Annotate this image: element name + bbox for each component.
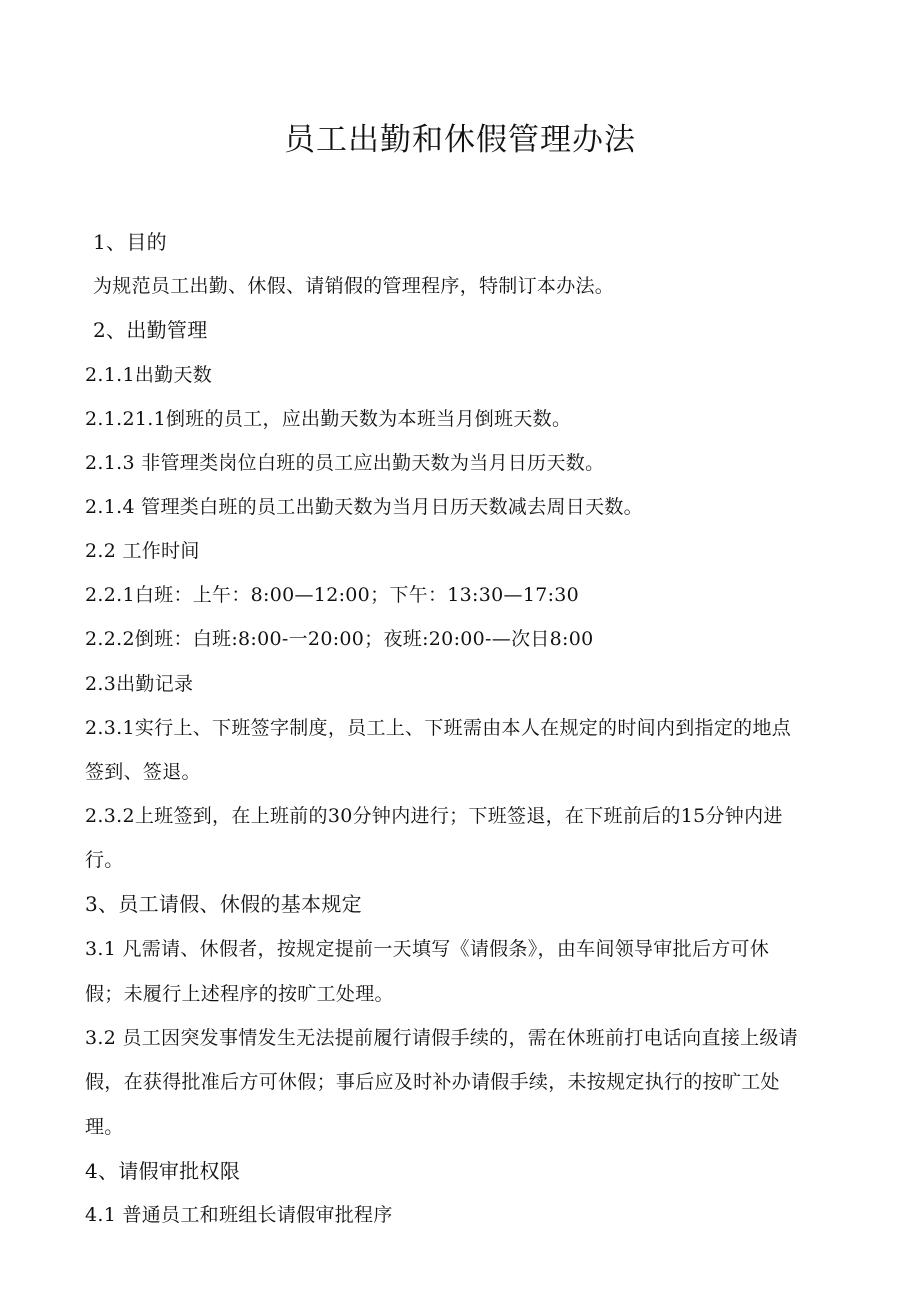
paragraph-2-1-1: 2.1.1出勤天数: [85, 364, 213, 386]
section-heading-3: 3、员工请假、休假的基本规定: [85, 892, 362, 916]
paragraph-2-3-2-line2: 行。: [85, 849, 124, 871]
paragraph-2-1-4: 2.1.4 管理类白班的员工出勤天数为当月日历天数减去周日天数。: [85, 496, 643, 518]
section-heading-1: 1、目的: [93, 230, 167, 254]
paragraph-4-1: 4.1 普通员工和班组长请假审批程序: [85, 1204, 393, 1226]
paragraph-2-3-2-line1: 2.3.2上班签到，在上班前的30分钟内进行；下班签退，在下班前后的15分钟内进: [85, 805, 783, 827]
section-heading-4: 4、请假审批权限: [85, 1159, 241, 1183]
paragraph-purpose: 为规范员工出勤、休假、请销假的管理程序，特制订本办法。: [93, 275, 615, 297]
paragraph-2-2-2: 2.2.2倒班：白班:8:00-一20:00；夜班:20:00-—次日8:00: [85, 628, 594, 650]
paragraph-3-2-line2: 假，在获得批准后方可休假；事后应及时补办请假手续，未按规定执行的按旷工处: [85, 1071, 780, 1093]
paragraph-3-1-line1: 3.1 凡需请、休假者，按规定提前一天填写《请假条》，由车间领导审批后方可休: [85, 938, 770, 960]
paragraph-2-3-1-line2: 签到、签退。: [85, 761, 201, 783]
paragraph-3-1-line2: 假；未履行上述程序的按旷工处理。: [85, 983, 394, 1005]
paragraph-2-1-3: 2.1.3 非管理类岗位白班的员工应出勤天数为当月日历天数。: [85, 452, 605, 474]
paragraph-2-2: 2.2 工作时间: [85, 540, 200, 562]
paragraph-2-3-1-line1: 2.3.1实行上、下班签字制度，员工上、下班需由本人在规定的时间内到指定的地点: [85, 717, 792, 739]
paragraph-2-2-1: 2.2.1白班：上午：8:00—12:00；下午：13:30—17:30: [85, 584, 580, 606]
paragraph-3-2-line3: 理。: [85, 1116, 124, 1138]
document-title: 员工出勤和休假管理办法: [284, 122, 636, 158]
section-heading-2: 2、出勤管理: [93, 318, 208, 342]
paragraph-2-1-2: 2.1.21.1倒班的员工，应出勤天数为本班当月倒班天数。: [85, 408, 572, 430]
paragraph-3-2-line1: 3.2 员工因突发事情发生无法提前履行请假手续的，需在休班前打电话向直接上级请: [85, 1027, 798, 1049]
paragraph-2-3: 2.3出勤记录: [85, 673, 194, 695]
